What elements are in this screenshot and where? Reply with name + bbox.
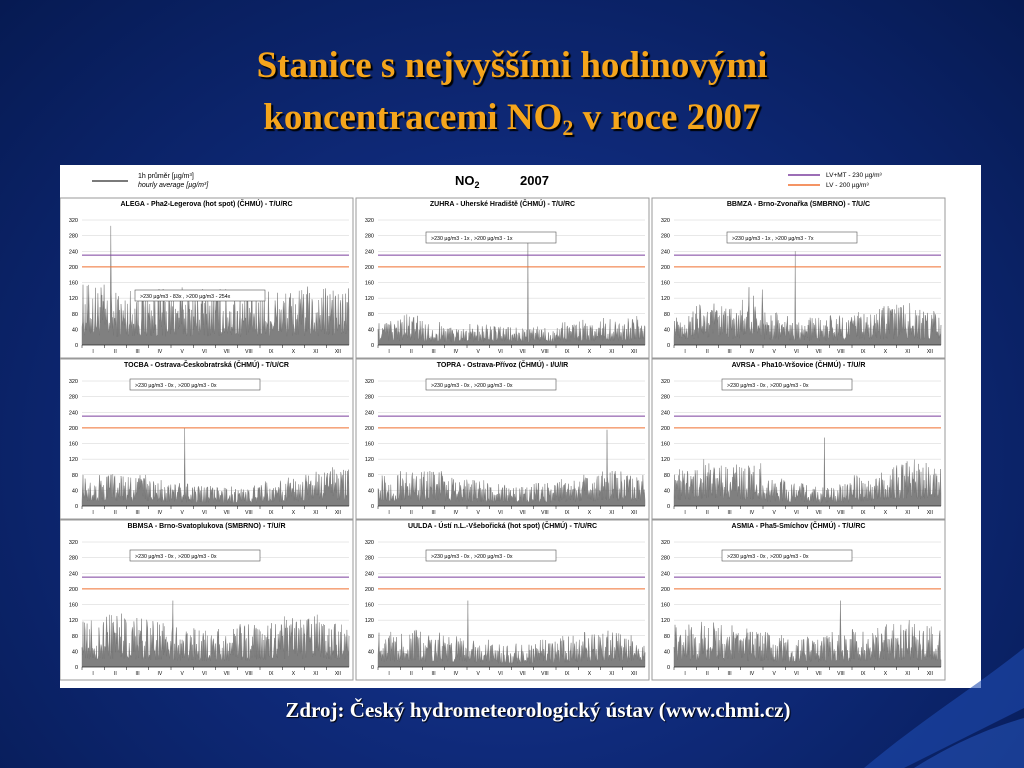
x-tick-label: XII (334, 510, 341, 516)
y-tick-label: 240 (660, 410, 670, 417)
x-tick-label: IX (860, 349, 866, 355)
x-tick-label: XII (630, 671, 637, 677)
slide-title-line1: Stanice s nejvyššími hodinovými (256, 45, 768, 86)
x-tick-label: V (180, 510, 184, 516)
x-tick-label: VI (498, 510, 503, 516)
y-tick-label: 200 (364, 425, 374, 432)
x-tick-label: X (883, 510, 888, 516)
x-tick-label: IV (453, 349, 459, 355)
x-tick-label: V (772, 671, 776, 677)
x-tick-label: XII (630, 510, 637, 516)
station-panel (652, 359, 945, 519)
slide-title-line2 (0, 92, 1024, 154)
x-tick-label: III (135, 349, 140, 355)
x-tick-label: IX (564, 671, 570, 677)
x-tick-label: X (587, 510, 592, 516)
x-tick-label: VIII (837, 349, 845, 355)
y-tick-label: 160 (660, 441, 670, 448)
figure-pollutant-sub: 2 (474, 180, 480, 190)
y-tick-label: 280 (68, 233, 78, 240)
x-tick-label: XI (905, 510, 910, 516)
station-panel (60, 198, 353, 358)
x-tick-label: II (705, 510, 709, 516)
decorative-swoosh-icon (864, 568, 1024, 768)
y-tick-label: 40 (663, 649, 670, 656)
y-tick-label: 200 (660, 264, 670, 271)
y-tick-label: 80 (663, 633, 670, 640)
x-tick-label: XI (905, 349, 910, 355)
y-tick-label: 160 (68, 602, 78, 609)
y-tick-label: 160 (660, 602, 670, 609)
exceedance-text: >230 µg/m3 - 83x , >200 µg/m3 - 254x (140, 294, 231, 300)
x-tick-label: VI (794, 510, 799, 516)
y-tick-label: 240 (68, 249, 78, 256)
x-tick-label: V (476, 671, 480, 677)
x-tick-label: XII (334, 349, 341, 355)
figure-header (92, 172, 883, 190)
x-tick-label: IX (860, 671, 866, 677)
x-tick-label: II (705, 349, 709, 355)
x-tick-label: XI (609, 349, 614, 355)
y-tick-label: 0 (74, 343, 78, 349)
panel-title: UULDA - Ústí n.L.-Všebořická (hot spot) (ČHMÚ) - T/U/RC (407, 523, 598, 530)
station-panel (652, 198, 945, 358)
exceedance-text: >230 µg/m3 - 1x , >200 µg/m3 - 7x (732, 236, 814, 242)
y-tick-label: 160 (660, 280, 670, 287)
x-tick-label: XII (926, 349, 933, 355)
y-tick-label: 120 (68, 296, 78, 303)
y-tick-label: 40 (71, 488, 78, 495)
chart-figure (60, 165, 981, 688)
x-tick-label: II (705, 671, 709, 677)
exceedance-text: >230 µg/m3 - 0x , >200 µg/m3 - 0x (135, 554, 217, 560)
x-tick-label: IV (749, 671, 755, 677)
y-tick-label: 200 (68, 264, 78, 271)
y-tick-label: 80 (367, 633, 374, 640)
figure-pollutant (455, 173, 480, 190)
x-tick-label: V (476, 349, 480, 355)
x-tick-label: VIII (245, 510, 253, 516)
x-tick-label: VIII (541, 510, 549, 516)
x-tick-label: XII (926, 671, 933, 677)
exceedance-text: >230 µg/m3 - 0x , >200 µg/m3 - 0x (431, 554, 513, 560)
y-tick-label: 200 (364, 264, 374, 271)
x-tick-label: X (883, 671, 888, 677)
y-tick-label: 0 (74, 504, 78, 510)
exceedance-text: >230 µg/m3 - 0x , >200 µg/m3 - 0x (135, 383, 217, 389)
x-tick-label: VIII (541, 671, 549, 677)
x-tick-label: XI (313, 510, 318, 516)
exceedance-text: >230 µg/m3 - 0x , >200 µg/m3 - 0x (431, 383, 513, 389)
y-tick-label: 160 (364, 602, 374, 609)
y-tick-label: 120 (68, 618, 78, 625)
x-tick-label: VII (223, 349, 230, 355)
x-tick-label: III (135, 510, 140, 516)
x-tick-label: V (180, 349, 184, 355)
x-tick-label: I (92, 349, 94, 355)
x-tick-label: VII (815, 510, 822, 516)
x-tick-label: VIII (837, 510, 845, 516)
y-tick-label: 80 (71, 311, 78, 318)
x-tick-label: II (113, 671, 117, 677)
x-tick-label: IX (564, 510, 570, 516)
x-tick-label: VII (223, 510, 230, 516)
legend-lvmt: LV+MT - 230 µg/m³ (826, 172, 882, 179)
y-tick-label: 80 (367, 472, 374, 479)
x-tick-label: IV (453, 510, 459, 516)
x-tick-label: I (684, 510, 686, 516)
x-tick-label: VII (815, 671, 822, 677)
x-tick-label: IV (157, 671, 163, 677)
y-tick-label: 120 (364, 457, 374, 464)
y-tick-label: 280 (364, 555, 374, 562)
y-tick-label: 320 (364, 379, 374, 385)
x-tick-label: III (431, 510, 436, 516)
y-tick-label: 0 (370, 343, 374, 349)
x-tick-label: XII (926, 510, 933, 516)
y-tick-label: 0 (666, 343, 670, 349)
x-tick-label: III (431, 349, 436, 355)
x-tick-label: XI (609, 510, 614, 516)
station-panels (60, 198, 945, 680)
x-tick-label: IX (564, 349, 570, 355)
x-tick-label: I (92, 671, 94, 677)
y-tick-label: 240 (68, 410, 78, 417)
x-tick-label: XII (334, 671, 341, 677)
y-tick-label: 120 (660, 618, 670, 625)
x-tick-label: VIII (245, 671, 253, 677)
x-tick-label: VII (519, 349, 526, 355)
y-tick-label: 280 (660, 233, 670, 240)
x-tick-label: IX (860, 510, 866, 516)
y-tick-label: 40 (367, 488, 374, 495)
x-tick-label: VI (202, 510, 207, 516)
y-tick-label: 160 (364, 280, 374, 287)
x-tick-label: V (772, 349, 776, 355)
x-tick-label: IV (749, 510, 755, 516)
x-tick-label: II (409, 671, 413, 677)
station-panel (60, 520, 353, 680)
station-panel (60, 359, 353, 519)
panel-title: AVRSA - Pha10-Vršovice (ČHMÚ) - T/U/R (731, 362, 866, 369)
slide-title (0, 40, 1024, 154)
panel-title: ASMIA - Pha5-Smíchov (ČHMÚ) - T/U/RC (731, 523, 866, 530)
y-tick-label: 160 (68, 280, 78, 287)
x-tick-label: VII (519, 510, 526, 516)
x-tick-label: XI (313, 349, 318, 355)
y-tick-label: 80 (367, 311, 374, 318)
y-tick-label: 0 (666, 504, 670, 510)
y-tick-label: 40 (663, 327, 670, 334)
y-tick-label: 0 (370, 504, 374, 510)
x-tick-label: IX (268, 671, 274, 677)
exceedance-text: >230 µg/m3 - 0x , >200 µg/m3 - 0x (727, 383, 809, 389)
x-tick-label: I (388, 671, 390, 677)
panel-title: BBMZA - Brno-Zvonařka (SMBRNO) - T/U/C (726, 201, 871, 208)
x-tick-label: VI (794, 671, 799, 677)
y-tick-label: 80 (71, 633, 78, 640)
y-tick-label: 200 (660, 586, 670, 593)
x-tick-label: X (587, 349, 592, 355)
y-tick-label: 280 (660, 394, 670, 401)
x-tick-label: IV (157, 510, 163, 516)
x-tick-label: X (291, 671, 296, 677)
y-tick-label: 280 (68, 555, 78, 562)
y-tick-label: 200 (68, 425, 78, 432)
y-tick-label: 320 (660, 379, 670, 385)
x-tick-label: XI (609, 671, 614, 677)
legend-avg-cz: 1h průměr [µg/m³] (138, 173, 194, 180)
x-tick-label: III (727, 349, 732, 355)
x-tick-label: III (431, 671, 436, 677)
x-tick-label: VI (794, 349, 799, 355)
x-tick-label: III (727, 510, 732, 516)
y-tick-label: 280 (364, 394, 374, 401)
y-tick-label: 80 (663, 311, 670, 318)
y-tick-label: 280 (68, 394, 78, 401)
x-tick-label: VIII (245, 349, 253, 355)
y-tick-label: 200 (660, 425, 670, 432)
y-tick-label: 160 (364, 441, 374, 448)
y-tick-label: 0 (74, 665, 78, 671)
x-tick-label: VI (202, 349, 207, 355)
x-tick-label: II (409, 510, 413, 516)
y-tick-label: 120 (660, 296, 670, 303)
y-tick-label: 120 (68, 457, 78, 464)
x-tick-label: III (727, 671, 732, 677)
x-tick-label: XII (630, 349, 637, 355)
y-tick-label: 320 (364, 218, 374, 224)
x-tick-label: II (113, 349, 117, 355)
x-tick-label: VI (202, 671, 207, 677)
y-tick-label: 40 (71, 649, 78, 656)
y-tick-label: 40 (367, 327, 374, 334)
x-tick-label: VIII (837, 671, 845, 677)
y-tick-label: 280 (660, 555, 670, 562)
y-tick-label: 320 (68, 379, 78, 385)
x-tick-label: I (388, 510, 390, 516)
y-tick-label: 0 (666, 665, 670, 671)
y-tick-label: 240 (364, 571, 374, 578)
slide-title-line2-post: v roce 2007 (573, 97, 761, 138)
x-tick-label: VII (519, 671, 526, 677)
legend-avg-en: hourly average [µg/m³] (138, 182, 209, 189)
y-tick-label: 120 (660, 457, 670, 464)
y-tick-label: 320 (660, 540, 670, 546)
panel-title: ALEGA - Pha2-Legerova (hot spot) (ČHMÚ) - T/U/RC (120, 201, 293, 208)
x-tick-label: X (291, 510, 296, 516)
x-tick-label: I (388, 349, 390, 355)
chart-figure-svg (60, 165, 981, 688)
x-tick-label: IV (749, 349, 755, 355)
x-tick-label: V (772, 510, 776, 516)
x-tick-label: IV (157, 349, 163, 355)
x-tick-label: II (113, 510, 117, 516)
x-tick-label: IV (453, 671, 459, 677)
y-tick-label: 120 (364, 296, 374, 303)
y-tick-label: 320 (68, 218, 78, 224)
y-tick-label: 320 (68, 540, 78, 546)
y-tick-label: 80 (663, 472, 670, 479)
y-tick-label: 80 (71, 472, 78, 479)
y-tick-label: 240 (660, 249, 670, 256)
x-tick-label: X (291, 349, 296, 355)
x-tick-label: IX (268, 510, 274, 516)
x-tick-label: III (135, 671, 140, 677)
station-panel (356, 198, 649, 358)
x-tick-label: II (409, 349, 413, 355)
station-panel (356, 359, 649, 519)
x-tick-label: X (883, 349, 888, 355)
x-tick-label: I (684, 671, 686, 677)
source-note: Zdroj: Český hydrometeorologický ústav (www.chmi.cz) (285, 698, 791, 722)
y-tick-label: 160 (68, 441, 78, 448)
y-tick-label: 240 (68, 571, 78, 578)
x-tick-label: V (476, 510, 480, 516)
x-tick-label: I (684, 349, 686, 355)
x-tick-label: IX (268, 349, 274, 355)
y-tick-label: 40 (367, 649, 374, 656)
x-tick-label: X (587, 671, 592, 677)
x-tick-label: V (180, 671, 184, 677)
panel-title: ZUHRA - Uherské Hradiště (ČHMÚ) - T/U/RC (429, 201, 576, 208)
y-tick-label: 320 (364, 540, 374, 546)
slide-title-line2-sub: 2 (562, 115, 574, 140)
x-tick-label: XI (905, 671, 910, 677)
x-tick-label: VII (815, 349, 822, 355)
y-tick-label: 240 (660, 571, 670, 578)
y-tick-label: 200 (68, 586, 78, 593)
exceedance-text: >230 µg/m3 - 1x , >200 µg/m3 - 1x (431, 236, 513, 242)
panel-title: TOPRA - Ostrava-Přívoz (ČHMÚ) - I/U/IR (436, 362, 569, 369)
y-tick-label: 40 (71, 327, 78, 334)
panel-title: BBMSA - Brno-Svatoplukova (SMBRNO) - T/U/R (127, 523, 286, 530)
x-tick-label: XI (313, 671, 318, 677)
y-tick-label: 120 (364, 618, 374, 625)
panel-title: TOCBA - Ostrava-Českobratrská (ČHMÚ) - T/U/CR (124, 362, 289, 369)
y-tick-label: 40 (663, 488, 670, 495)
x-tick-label: VI (498, 671, 503, 677)
figure-year: 2007 (520, 173, 549, 188)
x-tick-label: VII (223, 671, 230, 677)
y-tick-label: 0 (370, 665, 374, 671)
x-tick-label: VI (498, 349, 503, 355)
exceedance-text: >230 µg/m3 - 0x , >200 µg/m3 - 0x (727, 554, 809, 560)
y-tick-label: 320 (660, 218, 670, 224)
y-tick-label: 200 (364, 586, 374, 593)
figure-pollutant-main: NO (455, 173, 475, 188)
y-tick-label: 240 (364, 410, 374, 417)
x-tick-label: I (92, 510, 94, 516)
y-tick-label: 280 (364, 233, 374, 240)
x-tick-label: VIII (541, 349, 549, 355)
legend-lv: LV - 200 µg/m³ (826, 182, 869, 189)
slide-title-line2-pre: koncentracemi NO (263, 97, 563, 138)
station-panel (356, 520, 649, 680)
y-tick-label: 240 (364, 249, 374, 256)
